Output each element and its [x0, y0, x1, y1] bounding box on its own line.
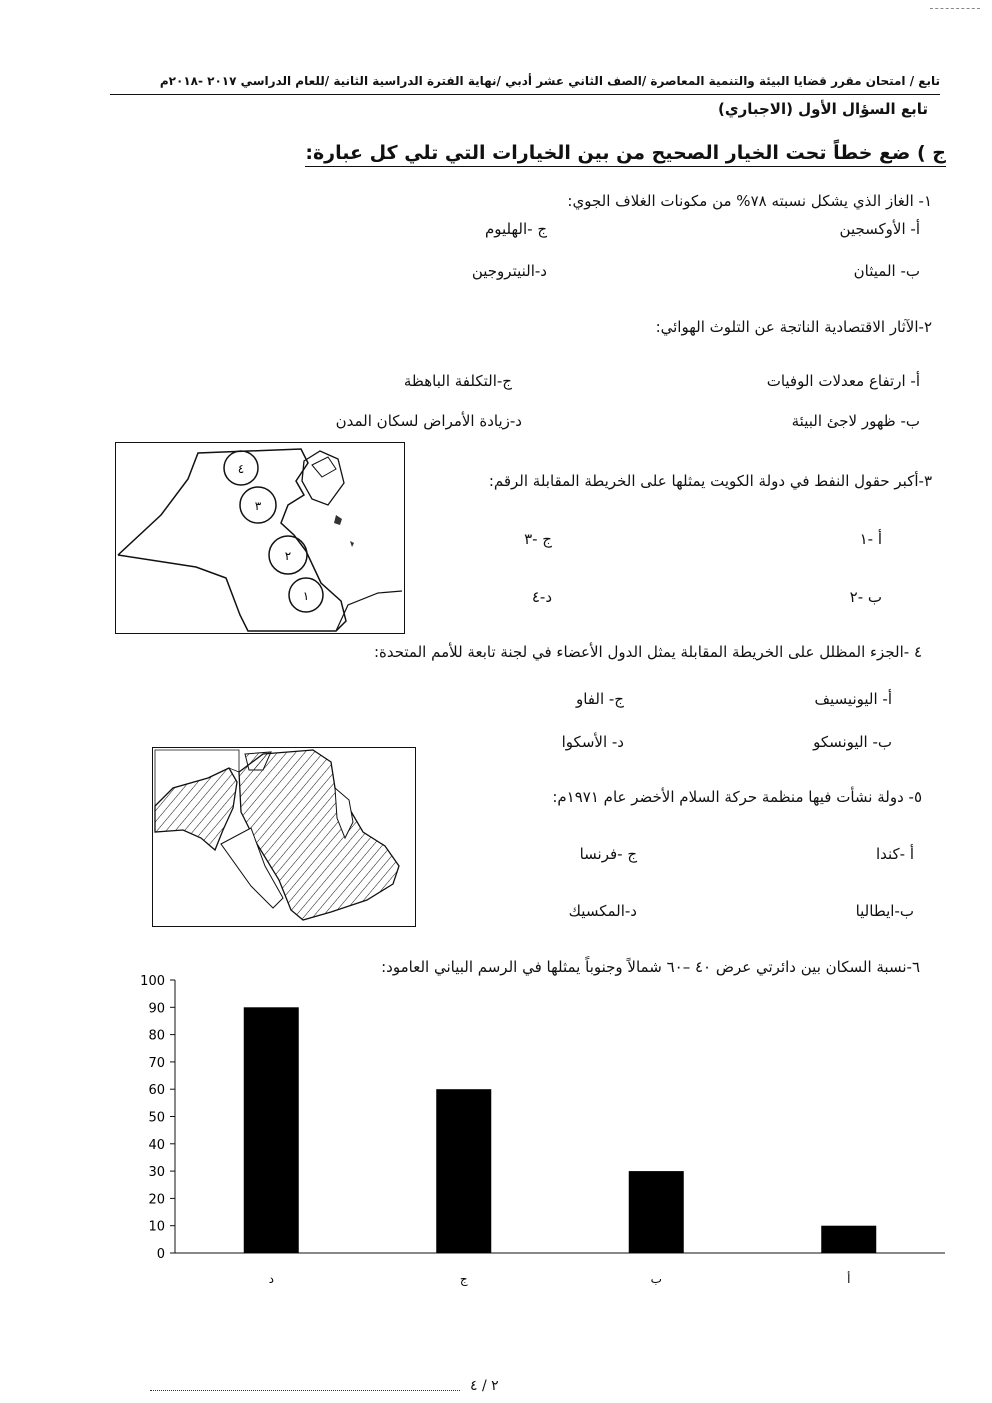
y-tick-label: 70	[148, 1055, 165, 1071]
middle-east-map-drawing	[153, 748, 415, 926]
corner-mark	[930, 8, 980, 9]
q1-option-d[interactable]: د-النيتروجين	[471, 262, 547, 280]
q3-option-a[interactable]: أ -١	[859, 530, 882, 548]
q4-option-d[interactable]: د- الأسكوا	[561, 733, 624, 751]
question-3: ٣-أكبر حقول النفط في دولة الكويت يمثلها على الخريطة المقابلة الرقم:	[488, 472, 932, 490]
q2-option-a[interactable]: أ- ارتفاع معدلات الوفيات	[766, 372, 920, 390]
question-5: ٥- دولة نشأت فيها منظمة حركة السلام الأخضر عام ١٩٧١م:	[552, 788, 922, 806]
y-tick-label: 20	[148, 1192, 165, 1208]
exam-header: تابع / امتحان مقرر قضايا البيئة والتنمية المعاصرة /الصف الثاني عشر أدبي /نهاية الفترة الدراسية الثانية /للعام الدراسي ٢٠١٧ -٢٠١٨م	[159, 74, 940, 88]
middle-east-map	[152, 747, 416, 927]
q1-option-b[interactable]: ب- الميثان	[853, 262, 920, 280]
y-tick-label: 40	[148, 1137, 165, 1153]
x-category-label: ب	[650, 1272, 662, 1286]
oil-field-label-4: ٤	[237, 462, 245, 476]
kuwait-map-drawing	[116, 443, 404, 633]
kuwait-map	[115, 442, 405, 634]
q4-option-a[interactable]: أ- اليونيسيف	[814, 690, 892, 708]
q2-option-b[interactable]: ب- ظهور لاجئ البيئة	[791, 412, 920, 430]
q1-option-a[interactable]: أ- الأوكسجين	[839, 220, 920, 238]
q3-option-c[interactable]: ج -٣	[524, 530, 552, 548]
question-2: ٢-الآثار الاقتصادية الناتجة عن التلوث الهوائي:	[655, 318, 932, 336]
footer-dotted-line	[150, 1390, 460, 1391]
oil-field-label-1: ١	[302, 589, 310, 603]
bar	[821, 1226, 876, 1253]
y-tick-label: 50	[148, 1110, 165, 1126]
instruction-heading: ج ) ضع خطاً تحت الخيار الصحيح من بين الخيارات التي تلي كل عبارة:	[305, 142, 946, 167]
y-tick-label: 10	[148, 1219, 165, 1235]
q2-option-c[interactable]: ج-التكلفة الباهظة	[403, 372, 512, 390]
population-bar-chart	[120, 965, 950, 1295]
y-tick-label: 100	[140, 974, 165, 989]
q3-option-d[interactable]: د-٤	[531, 588, 552, 606]
y-tick-label: 0	[156, 1247, 165, 1262]
header-divider	[110, 94, 940, 95]
q3-option-b[interactable]: ب -٢	[849, 588, 882, 606]
x-category-label: ج	[459, 1272, 468, 1286]
q4-option-c[interactable]: ج- الفاو	[575, 690, 624, 708]
oil-field-label-3: ٣	[254, 499, 262, 513]
question-1: ١- الغاز الذي يشكل نسبته ٧٨% من مكونات الغلاف الجوي:	[567, 192, 932, 210]
bar	[629, 1171, 684, 1253]
oil-field-label-2: ٢	[284, 549, 292, 563]
y-tick-label: 60	[148, 1083, 165, 1099]
section-subtitle: تابع السؤال الأول (الاجباري)	[717, 100, 928, 118]
y-tick-label: 30	[148, 1165, 165, 1181]
q2-option-d[interactable]: د-زيادة الأمراض لسكان المدن	[335, 412, 522, 430]
q5-option-a[interactable]: أ -كندا	[875, 845, 914, 863]
y-tick-label: 80	[148, 1028, 165, 1044]
bar	[244, 1007, 299, 1253]
q5-option-c[interactable]: ج -فرنسا	[579, 845, 637, 863]
q5-option-b[interactable]: ب-ايطاليا	[855, 902, 914, 920]
page-number: ٢ / ٤	[470, 1378, 499, 1394]
question-6: ٦-نسبة السكان بين دائرتي عرض ٤٠ –٦٠ شمالاً وجنوباً يمثلها في الرسم البياني العامود:	[381, 958, 920, 976]
q4-option-b[interactable]: ب- اليونسكو	[813, 733, 892, 751]
x-category-label: أ	[847, 1272, 851, 1286]
question-4: ٤ -الجزء المظلل على الخريطة المقابلة يمثل الدول الأعضاء في لجنة تابعة للأمم المتحدة:	[373, 643, 922, 661]
q1-option-c[interactable]: ج -الهليوم	[484, 220, 547, 238]
bar	[436, 1089, 491, 1253]
q5-option-d[interactable]: د-المكسيك	[568, 902, 637, 920]
y-tick-label: 90	[148, 1001, 165, 1017]
x-category-label: د	[268, 1272, 274, 1286]
